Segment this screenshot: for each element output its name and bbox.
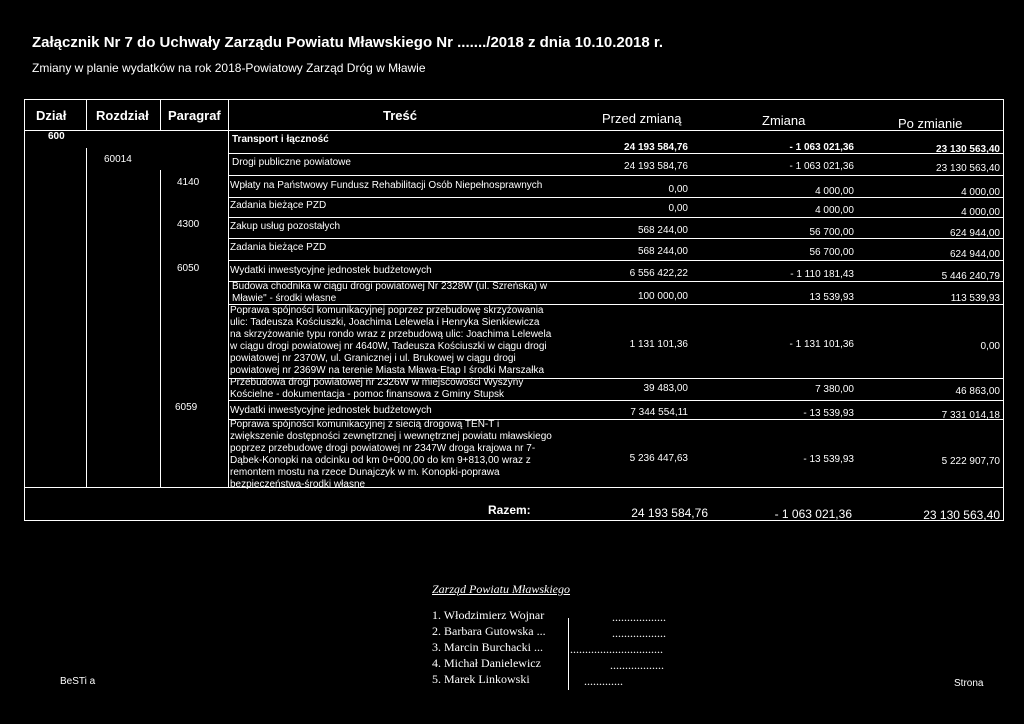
row-po: 624 944,00: [949, 228, 1000, 239]
col-divider: [160, 99, 161, 131]
row-po: 4 000,00: [961, 187, 1000, 198]
row-zmiana: - 1 110 181,43: [790, 269, 854, 280]
row-divider: [228, 197, 1004, 198]
row-przed: 5 236 447,63: [629, 453, 688, 464]
table-bottom-border: [24, 520, 1004, 521]
document-subtitle: Zmiany w planie wydatków na rok 2018-Powiatowy Zarząd Dróg w Mławie: [32, 61, 426, 75]
row-przed: 568 244,00: [637, 246, 688, 257]
row-zmiana: 56 700,00: [809, 247, 854, 258]
col-header-dzial: Dział: [36, 108, 67, 123]
row-po: 7 331 014,18: [941, 410, 1000, 421]
table-left-border: [24, 99, 25, 520]
document-title: Załącznik Nr 7 do Uchwały Zarządu Powiatu Mławskiego Nr ......./2018 z dnia 10.10.2018 r.: [32, 34, 664, 51]
signature-divider: [568, 618, 569, 690]
col-divider: [228, 99, 229, 487]
total-przed: 24 193 584,76: [631, 506, 708, 520]
row-desc: Drogi publiczne powiatowe: [232, 157, 351, 168]
dzial-code: 600: [48, 131, 65, 142]
table-top-border: [24, 99, 1004, 100]
row-divider: [228, 217, 1004, 218]
board-title: Zarząd Powiatu Mławskiego: [432, 582, 571, 596]
row-desc: Poprawa spójności komunikacyjnej z siecią drogową TEN-T i zwiększenie dostępności zewnętrznej i wewnętrznej powiatu mławskiego poprzez przebudowę drogi powiatowej nr 2347W droga krajowa nr 7- Dąbek-Konopki na odcinku od km 0+000,00 do km 9+813,00 wraz z remontem mostu na rzece Dunajczyk w m. Konopki-poprawa bezpieczeństwa-środki własne: [230, 419, 552, 490]
col-header-zmiana: Zmiana: [762, 113, 806, 128]
row-divider: [228, 175, 1004, 176]
row-zmiana: - 13 539,93: [803, 454, 854, 465]
row-zmiana: - 1 063 021,36: [789, 142, 854, 153]
row-po: 113 539,93: [950, 293, 1000, 304]
signature-line: ...............................: [570, 642, 663, 656]
header-bottom-border: [24, 130, 1004, 131]
row-desc: Wydatki inwestycyjne jednostek budżetowych: [230, 265, 432, 276]
row-po: 4 000,00: [961, 207, 1000, 218]
paragraf-code: 6050: [177, 263, 200, 274]
col-divider: [86, 99, 87, 131]
footer-left: BeSTi a: [60, 676, 96, 687]
row-zmiana: - 1 063 021,36: [789, 161, 854, 172]
paragraf-code: 4300: [177, 219, 200, 230]
row-po: 23 130 563,40: [936, 144, 1000, 155]
row-desc: Zadania bieżące PZD: [230, 242, 327, 253]
footer-page: Strona: [954, 678, 984, 689]
row-desc: Zadania bieżące PZD: [230, 200, 327, 211]
total-label: Razem:: [488, 503, 531, 517]
signature-line: ..................: [612, 610, 666, 624]
row-zmiana: 4 000,00: [815, 205, 854, 216]
row-po: 624 944,00: [949, 249, 1000, 260]
col-divider: [86, 148, 87, 487]
row-divider: [228, 153, 1004, 154]
row-desc: Budowa chodnika w ciągu drogi powiatowej Nr 2328W (ul. Szreńska) w Mławie" - środki własne: [232, 281, 548, 304]
col-header-tresc: Treść: [383, 108, 417, 123]
signature-line: ..................: [610, 658, 664, 672]
row-zmiana: - 13 539,93: [803, 408, 854, 419]
row-po: 5 222 907,70: [941, 456, 1000, 467]
board-member: 3. Marcin Burchacki ...: [432, 640, 543, 654]
row-desc: Zakup usług pozostałych: [230, 221, 341, 232]
row-po: 5 446 240,79: [941, 271, 1000, 282]
row-przed: 100 000,00: [637, 291, 688, 302]
row-desc: Poprawa spójności komunikacyjnej poprzez przebudowę skrzyżowania ulic: Tadeusza Kościuszki, Joachima Lelewela i Henryka Sienkiewicza na skrzyżowanie typu rondo wraz z przebudową ulic: Joachima Lelewela w ciągu drogi powiatowej nr 4640W, Tadeusza Kościuszki w ciągu drogi powiatowej nr 2370W, ul. Granicznej i ul. Brukowej w ciągu drogi powiatowej nr 2369W na terenie Miasta Mława-Etap I środki Marszałka: [230, 305, 552, 376]
total-zmiana: - 1 063 021,36: [774, 507, 852, 521]
paragraf-code: 6059: [175, 402, 198, 413]
row-desc: Przebudowa drogi powiatowej nr 2326W w miejscowości Wyszyny Kościelne - dokumentacja - pomoc finansowa z Gminy Stupsk: [230, 377, 524, 400]
board-member: 4. Michał Danielewicz: [432, 656, 541, 670]
col-header-przed: Przed zmianą: [602, 111, 682, 126]
rozdzial-code: 60014: [104, 154, 132, 165]
board-member: 1. Włodzimierz Wojnar: [432, 608, 545, 622]
signature-line: ..................: [612, 626, 666, 640]
row-zmiana: 4 000,00: [815, 186, 854, 197]
signature-line: .............: [584, 674, 623, 688]
col-header-paragraf: Paragraf: [168, 108, 221, 123]
row-po: 23 130 563,40: [936, 163, 1000, 174]
row-przed: 39 483,00: [643, 383, 688, 394]
row-zmiana: 7 380,00: [815, 384, 854, 395]
row-przed: 0,00: [668, 184, 688, 195]
col-divider: [160, 170, 161, 487]
row-przed: 6 556 422,22: [629, 268, 688, 279]
total-po: 23 130 563,40: [923, 508, 1000, 522]
row-przed: 7 344 554,11: [630, 407, 688, 418]
row-przed: 568 244,00: [637, 225, 688, 236]
row-desc: Wydatki inwestycyjne jednostek budżetowych: [230, 405, 432, 416]
row-zmiana: 13 539,93: [809, 292, 854, 303]
row-desc: Transport i łączność: [232, 134, 329, 145]
row-desc: Wpłaty na Państwowy Fundusz Rehabilitacji Osób Niepełnosprawnych: [230, 180, 543, 191]
table-right-border: [1003, 99, 1004, 520]
row-po: 46 863,00: [955, 386, 1000, 397]
col-header-po: Po zmianie: [898, 116, 963, 131]
row-przed: 24 193 584,76: [624, 142, 688, 153]
row-po: 0,00: [980, 341, 1000, 352]
row-przed: 24 193 584,76: [624, 161, 688, 172]
paragraf-code: 4140: [177, 177, 200, 188]
board-member: 2. Barbara Gutowska ...: [432, 624, 546, 638]
row-divider: [228, 260, 1004, 261]
col-header-rozdzial: Rozdział: [96, 108, 149, 123]
row-przed: 1 131 101,36: [629, 339, 688, 350]
row-divider: [228, 238, 1004, 239]
row-zmiana: 56 700,00: [809, 227, 854, 238]
row-przed: 0,00: [668, 203, 688, 214]
board-member: 5. Marek Linkowski: [432, 672, 530, 686]
row-zmiana: - 1 131 101,36: [789, 339, 854, 350]
